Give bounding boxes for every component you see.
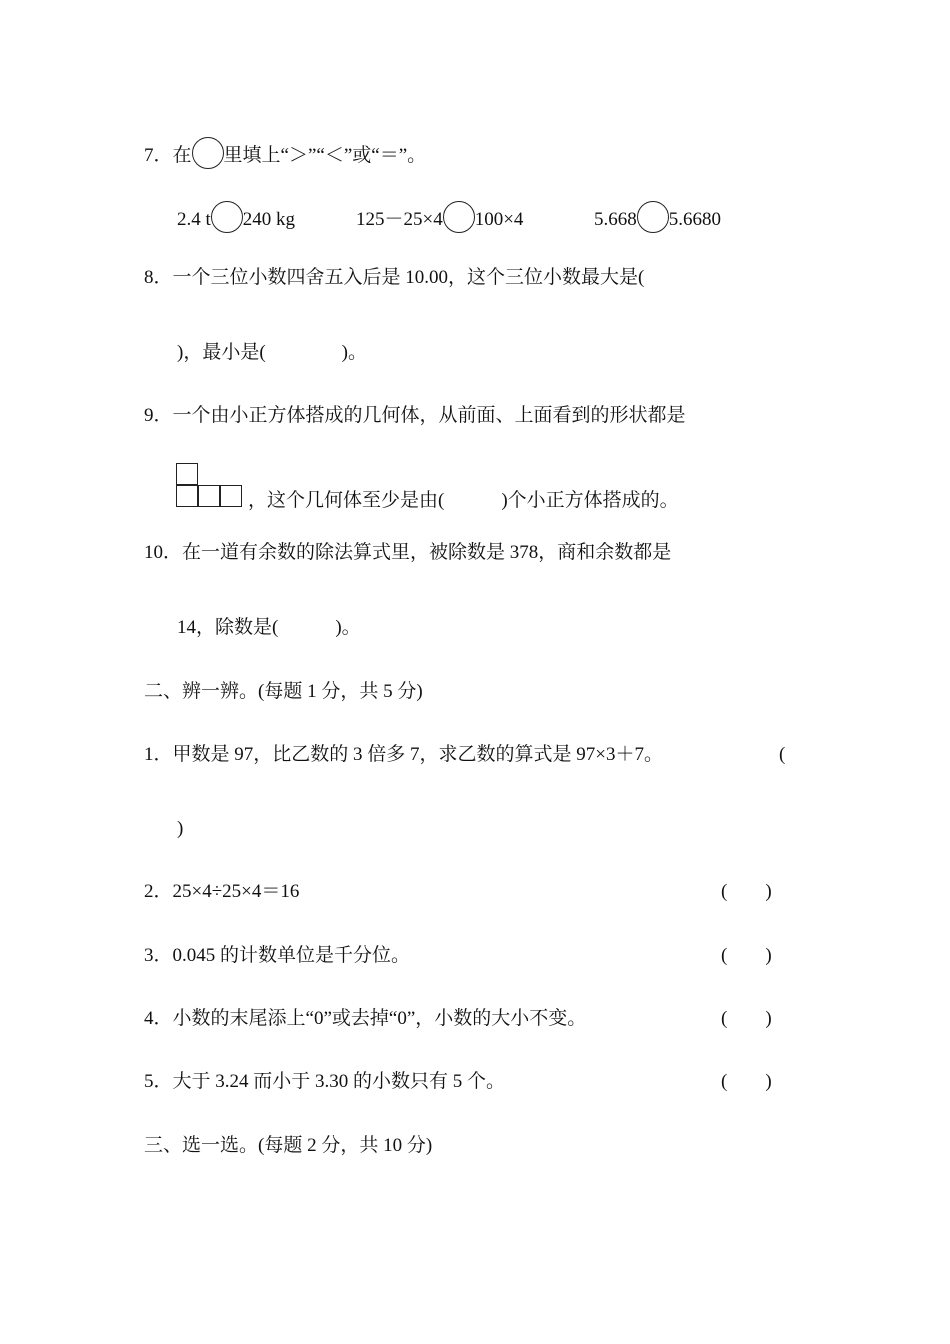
judge-answer-paren[interactable]: ( ) — [721, 945, 772, 966]
judge-paren-open[interactable]: ( — [779, 744, 786, 765]
q10-line-2: 14，除数是( )。 — [177, 617, 361, 638]
q7-item-left: 5.668 — [594, 209, 637, 230]
q7-item-left: 2.4 t — [177, 209, 211, 230]
judge-text: 甲数是 97，比乙数的 3 倍多 7，求乙数的算式是 97×3＋7。 — [172, 744, 663, 765]
judge-number: 1． — [144, 744, 173, 765]
judge-answer-paren[interactable]: ( ) — [721, 881, 772, 902]
grid-cell-bottom-3 — [220, 485, 242, 507]
judge-text: 25×4÷25×4＝16 — [172, 881, 300, 902]
q10-line-1 — [144, 541, 671, 565]
q9-number: 9． — [144, 405, 173, 426]
view-shape-figure — [176, 463, 246, 509]
compare-circle-input[interactable] — [637, 201, 669, 233]
judge-item-3 — [144, 944, 410, 968]
judge-item-4 — [144, 1007, 586, 1031]
judge-answer-paren[interactable]: ( ) — [721, 1071, 772, 1092]
q7-text-b: 里填上“＞”“＜”或“＝”。 — [223, 145, 427, 166]
q7-text-a: 在 — [172, 145, 192, 166]
q7-item-right: 100×4 — [474, 209, 524, 230]
q7-number: 7． — [144, 145, 173, 166]
q7-item-right: 240 kg — [242, 209, 296, 230]
q7-item-left: 125－25×4 — [356, 209, 443, 230]
q7-item-3 — [594, 201, 721, 233]
judge-text: 0.045 的计数单位是千分位。 — [172, 945, 411, 966]
compare-circle-input[interactable] — [443, 201, 475, 233]
judge-item-2 — [144, 880, 299, 904]
circle-blank-icon — [192, 137, 224, 169]
q7-item-right: 5.6680 — [668, 209, 721, 230]
q7-item-1 — [177, 201, 295, 233]
q8-number: 8． — [144, 267, 173, 288]
judge-item-1 — [144, 743, 663, 767]
q7-item-2 — [356, 201, 523, 233]
q9-text-1: 一个由小正方体搭成的几何体，从前面、上面看到的形状都是 — [172, 405, 686, 426]
judge-item-5 — [144, 1070, 505, 1094]
judge-answer-paren[interactable]: ( ) — [721, 1008, 772, 1029]
judge-paren-close: ) — [177, 818, 184, 839]
judge-number: 2． — [144, 881, 173, 902]
q10-number: 10． — [144, 542, 183, 563]
grid-cell-bottom-1 — [176, 485, 198, 507]
judge-number: 3． — [144, 945, 173, 966]
q9-line-2: ，这个几何体至少是由( )个小正方体搭成的。 — [248, 490, 679, 511]
compare-circle-input[interactable] — [211, 201, 243, 233]
grid-cell-top — [176, 463, 198, 485]
q8-line-1 — [144, 266, 644, 290]
q8-line-2: )，最小是( )。 — [177, 342, 367, 363]
judge-text: 小数的末尾添上“0”或去掉“0”，小数的大小不变。 — [172, 1008, 587, 1029]
section-3-title: 三、选一选。(每题 2 分，共 10 分) — [144, 1135, 433, 1156]
grid-cell-bottom-2 — [198, 485, 220, 507]
q9-line-1 — [144, 404, 686, 428]
judge-text: 大于 3.24 而小于 3.30 的小数只有 5 个。 — [172, 1071, 506, 1092]
judge-number: 4． — [144, 1008, 173, 1029]
judge-number: 5． — [144, 1071, 173, 1092]
q7-line — [144, 137, 426, 169]
q10-text-1: 在一道有余数的除法算式里，被除数是 378，商和余数都是 — [182, 542, 672, 563]
section-2-title: 二、辨一辨。(每题 1 分，共 5 分) — [144, 681, 423, 702]
q8-text-1: 一个三位小数四舍五入后是 10.00，这个三位小数最大是( — [172, 267, 645, 288]
